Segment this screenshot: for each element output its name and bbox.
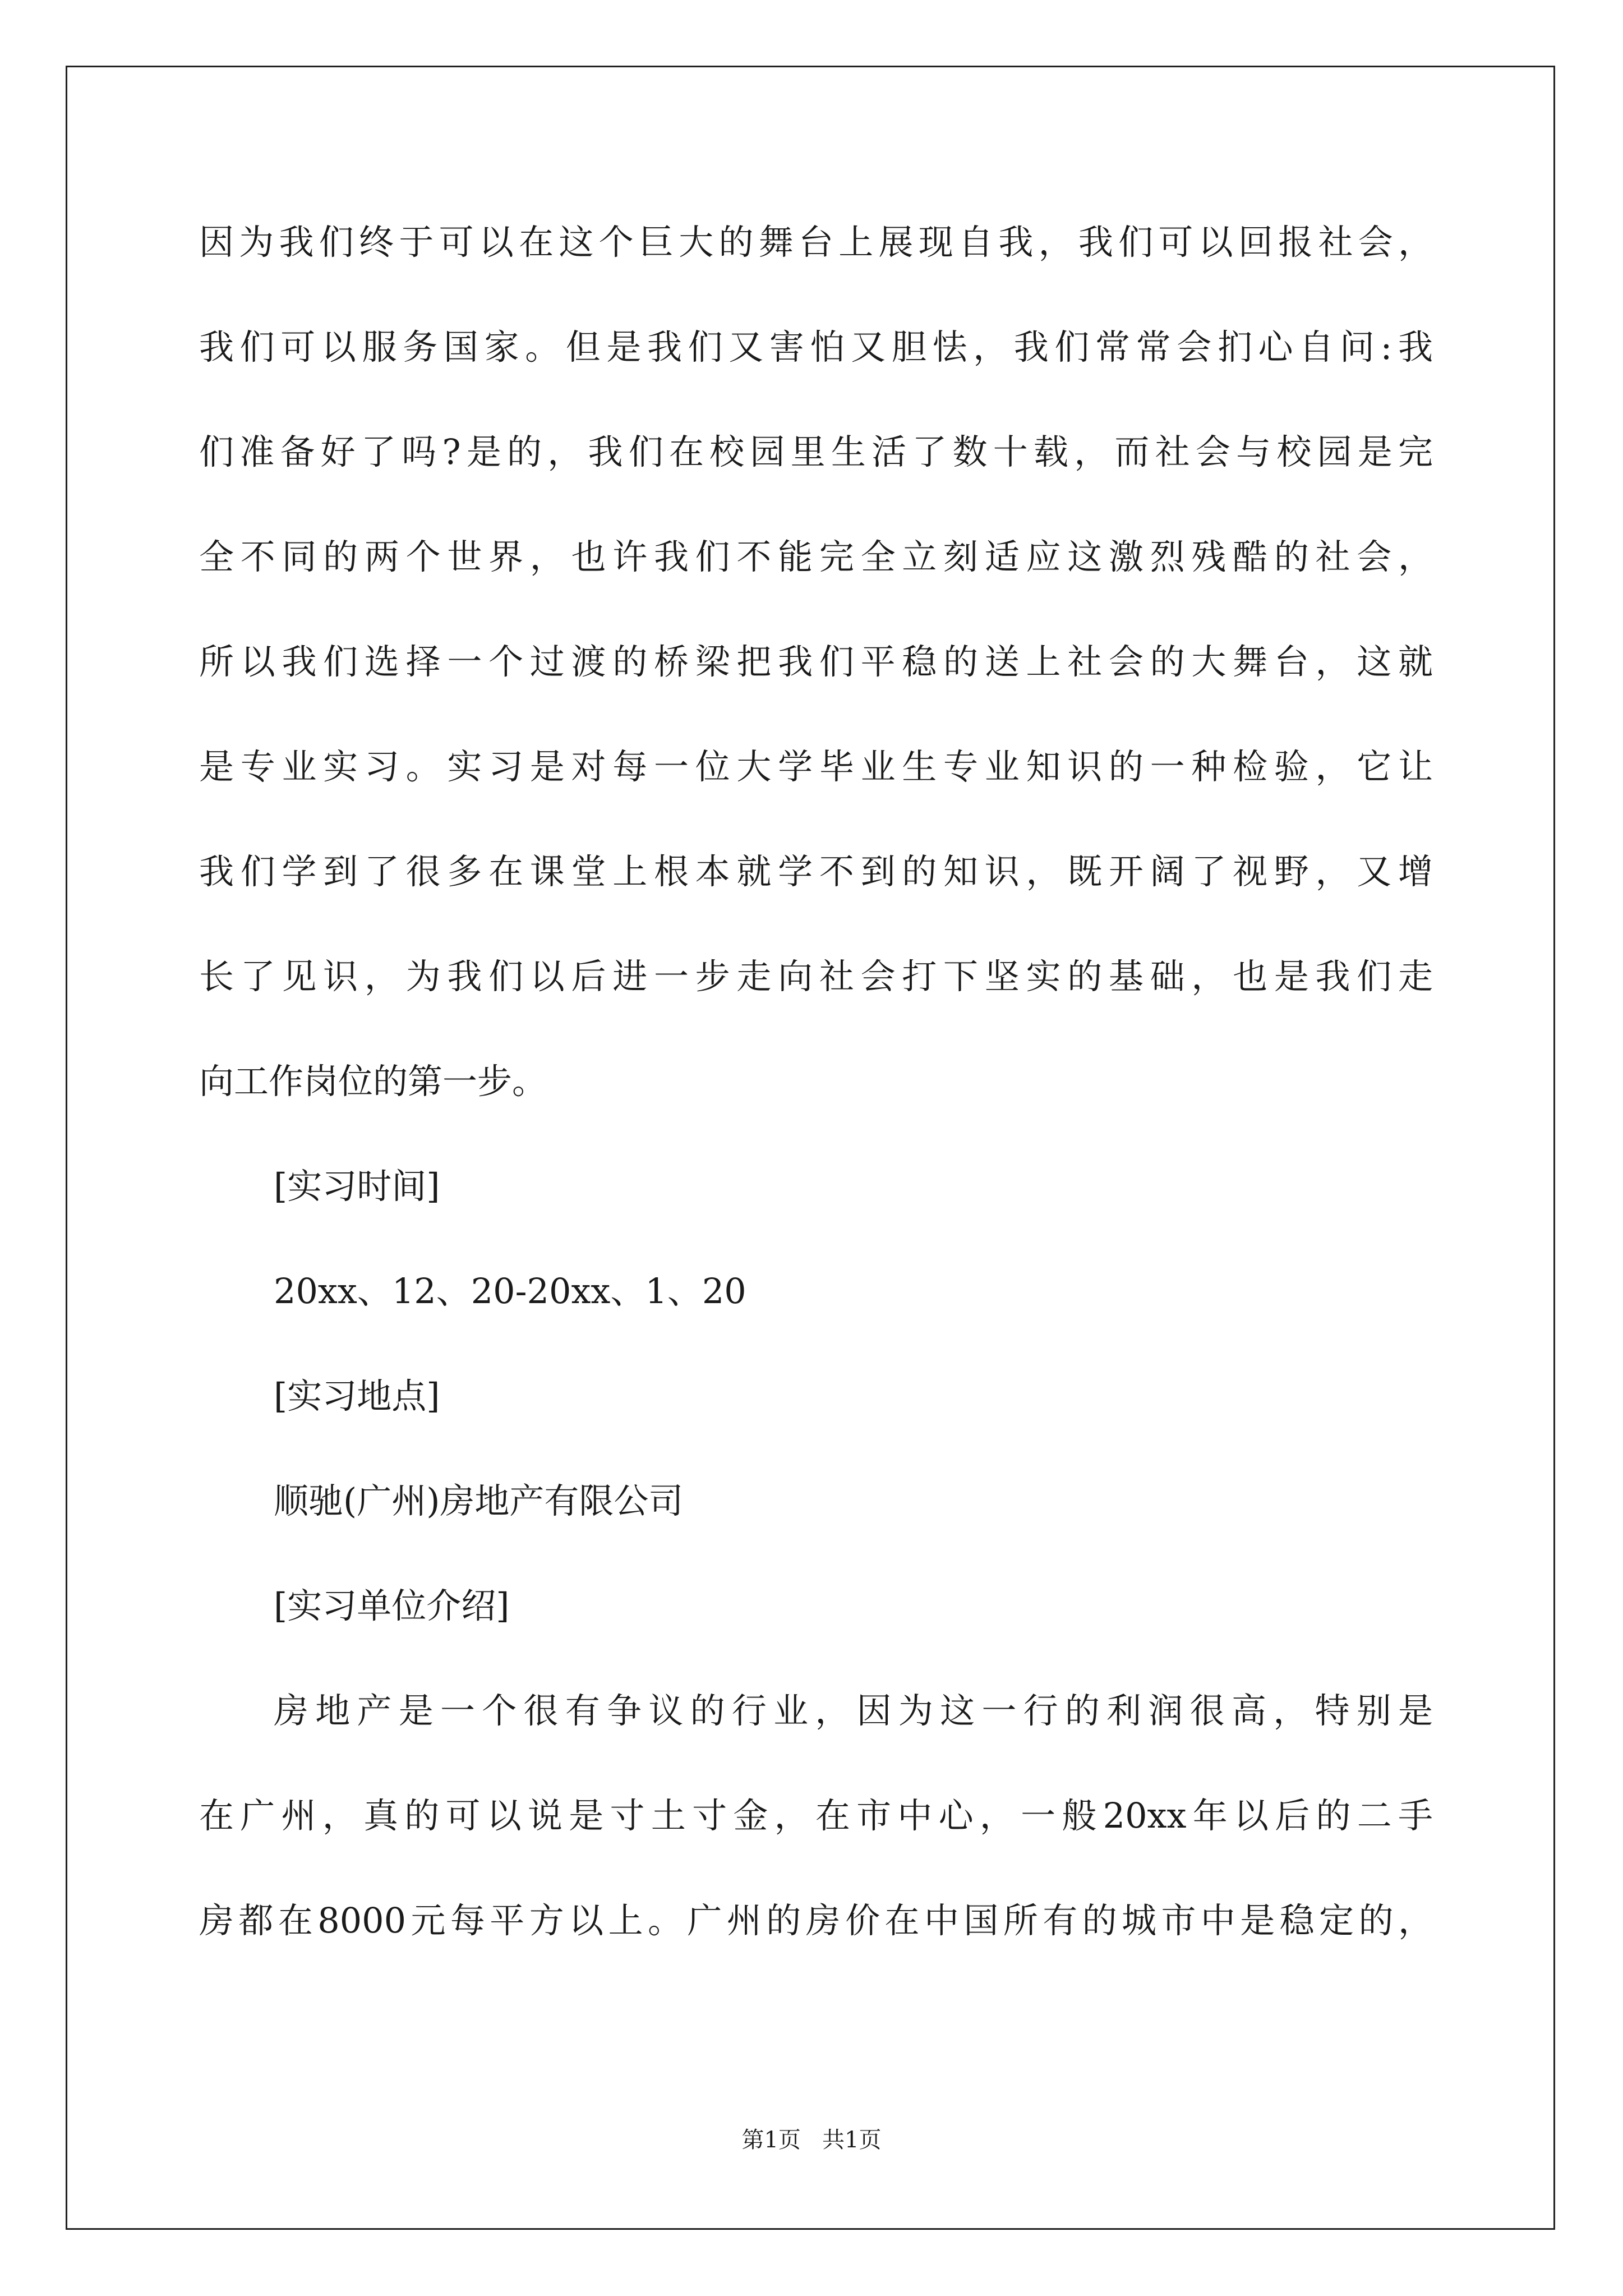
internship-time-value: 20xx、12、20-20xx、1、20 xyxy=(274,1271,746,1312)
body-line: 我们学到了很多在课堂上根本就学不到的知识，既开阔了视野，又增 xyxy=(199,851,1433,892)
body-line: 在广州，真的可以说是寸土寸金，在市中心，一般20xx年以后的二手 xyxy=(199,1795,1433,1836)
internship-location-value: 顺驰(广州)房地产有限公司 xyxy=(274,1480,684,1521)
body-line: 房地产是一个很有争议的行业，因为这一行的利润很高，特别是 xyxy=(274,1690,1433,1731)
body-line: 全不同的两个世界，也许我们不能完全立刻适应这激烈残酷的社会， xyxy=(199,536,1433,577)
page-number-footer: 第1页 共1页 xyxy=(741,2127,882,2153)
body-line: 房都在8000元每平方以上。广州的房价在中国所有的城市中是稳定的， xyxy=(199,1900,1433,1941)
body-line: 是专业实习。实习是对每一位大学毕业生专业知识的一种检验，它让 xyxy=(199,746,1433,787)
body-line: 向工作岗位的第一步。 xyxy=(199,1061,547,1102)
section-heading-internship-time: [实习时间] xyxy=(274,1166,440,1207)
body-line: 们准备好了吗?是的，我们在校园里生活了数十载，而社会与校园是完 xyxy=(199,431,1433,472)
section-heading-internship-location: [实习地点] xyxy=(274,1375,440,1416)
document-body xyxy=(199,190,1433,1973)
body-line: 因为我们终于可以在这个巨大的舞台上展现自我，我们可以回报社会， xyxy=(199,222,1433,263)
section-heading-company-intro: [实习单位介绍] xyxy=(274,1585,510,1626)
body-line: 我们可以服务国家。但是我们又害怕又胆怯，我们常常会扪心自问:我 xyxy=(199,326,1433,367)
body-line: 所以我们选择一个过渡的桥梁把我们平稳的送上社会的大舞台，这就 xyxy=(199,641,1433,682)
body-line: 长了见识，为我们以后进一步走向社会打下坚实的基础，也是我们走 xyxy=(199,956,1433,997)
